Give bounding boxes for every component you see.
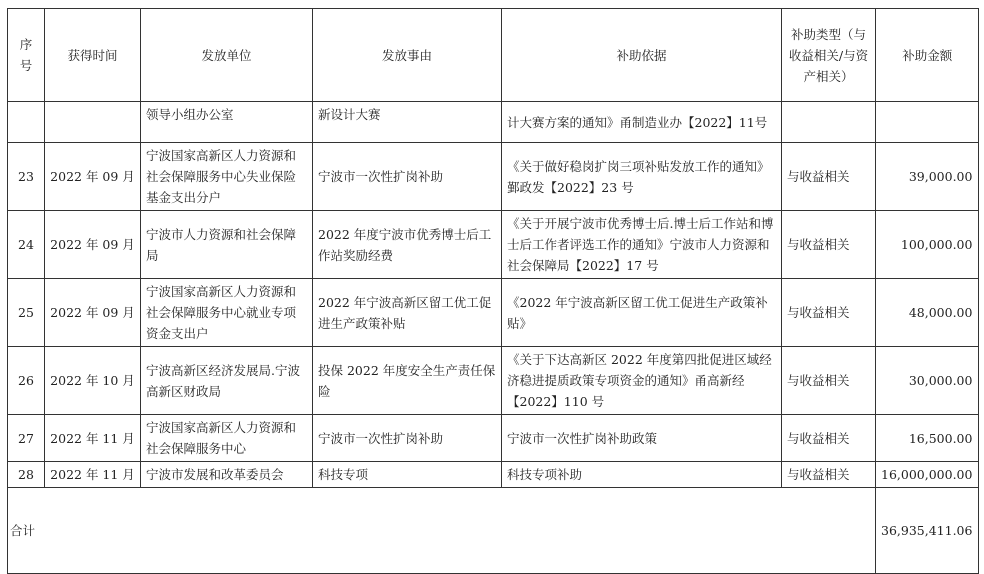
header-amount: 补助金额 [876,9,979,102]
cell-amount: 48,000.00 [876,279,979,347]
cell-issuer: 宁波市人力资源和社会保障局 [141,211,313,279]
cell-issuer: 宁波市发展和改革委员会 [141,462,313,488]
cell-basis: 《关于下达高新区 2022 年度第四批促进区域经济稳进提质政策专项资金的通知》甬高新经【2022】110 号 [502,347,782,415]
cell-time: 2022 年 09 月 [45,143,141,211]
cell-time [45,102,141,143]
cell-amount: 16,500.00 [876,415,979,462]
table-row [8,415,979,462]
total-label: 合计 [8,488,876,574]
header-reason: 发放事由 [313,9,502,102]
cell-basis: 《2022 年宁波高新区留工优工促进生产政策补贴》 [502,279,782,347]
table-row [8,143,979,211]
cell-seq: 28 [8,462,45,488]
cell-basis: 计大赛方案的通知》甬制造业办【2022】11号 [502,102,782,143]
government-subsidy-table [7,8,979,574]
header-issuer: 发放单位 [141,9,313,102]
cell-reason: 投保 2022 年度安全生产责任保险 [313,347,502,415]
cell-issuer: 宁波国家高新区人力资源和社会保障服务中心 [141,415,313,462]
cell-reason: 科技专项 [313,462,502,488]
table-row [8,211,979,279]
cell-time: 2022 年 11 月 [45,415,141,462]
cell-seq: 27 [8,415,45,462]
cell-seq: 26 [8,347,45,415]
header-type: 补助类型（与收益相关/与资产相关） [782,9,876,102]
cell-reason: 宁波市一次性扩岗补助 [313,415,502,462]
cell-seq: 25 [8,279,45,347]
cell-type: 与收益相关 [782,211,876,279]
cell-type: 与收益相关 [782,143,876,211]
total-amount: 36,935,411.06 [876,488,979,574]
cell-issuer: 领导小组办公室 [141,102,313,143]
cell-time: 2022 年 11 月 [45,462,141,488]
total-row [8,488,979,574]
cell-seq: 24 [8,211,45,279]
cell-time: 2022 年 09 月 [45,211,141,279]
cell-type: 与收益相关 [782,462,876,488]
cell-basis: 《关于做好稳岗扩岗三项补贴发放工作的通知》鄞政发【2022】23 号 [502,143,782,211]
table-row [8,462,979,488]
cell-type: 与收益相关 [782,415,876,462]
cell-seq [8,102,45,143]
cell-time: 2022 年 09 月 [45,279,141,347]
cell-reason: 新设计大赛 [313,102,502,143]
cell-time: 2022 年 10 月 [45,347,141,415]
header-basis: 补助依据 [502,9,782,102]
table-row [8,102,979,143]
cell-issuer: 宁波国家高新区人力资源和社会保障服务中心失业保险基金支出分户 [141,143,313,211]
header-seq: 序号 [8,9,45,102]
subsidy-table-container [7,8,979,574]
cell-type: 与收益相关 [782,279,876,347]
cell-amount: 30,000.00 [876,347,979,415]
cell-amount [876,102,979,143]
cell-seq: 23 [8,143,45,211]
table-header-row [8,9,979,102]
cell-amount: 16,000,000.00 [876,462,979,488]
cell-issuer: 宁波高新区经济发展局.宁波高新区财政局 [141,347,313,415]
cell-amount: 100,000.00 [876,211,979,279]
cell-basis: 宁波市一次性扩岗补助政策 [502,415,782,462]
cell-reason: 2022 年度宁波市优秀博士后工作站奖励经费 [313,211,502,279]
cell-type [782,102,876,143]
cell-reason: 宁波市一次性扩岗补助 [313,143,502,211]
table-row [8,279,979,347]
table-row [8,347,979,415]
cell-issuer: 宁波国家高新区人力资源和社会保障服务中心就业专项资金支出户 [141,279,313,347]
cell-basis: 《关于开展宁波市优秀博士后.博士后工作站和博士后工作者评选工作的通知》宁波市人力资源和社会保障局【2022】17 号 [502,211,782,279]
cell-type: 与收益相关 [782,347,876,415]
cell-basis: 科技专项补助 [502,462,782,488]
cell-reason: 2022 年宁波高新区留工优工促进生产政策补贴 [313,279,502,347]
header-time: 获得时间 [45,9,141,102]
cell-amount: 39,000.00 [876,143,979,211]
